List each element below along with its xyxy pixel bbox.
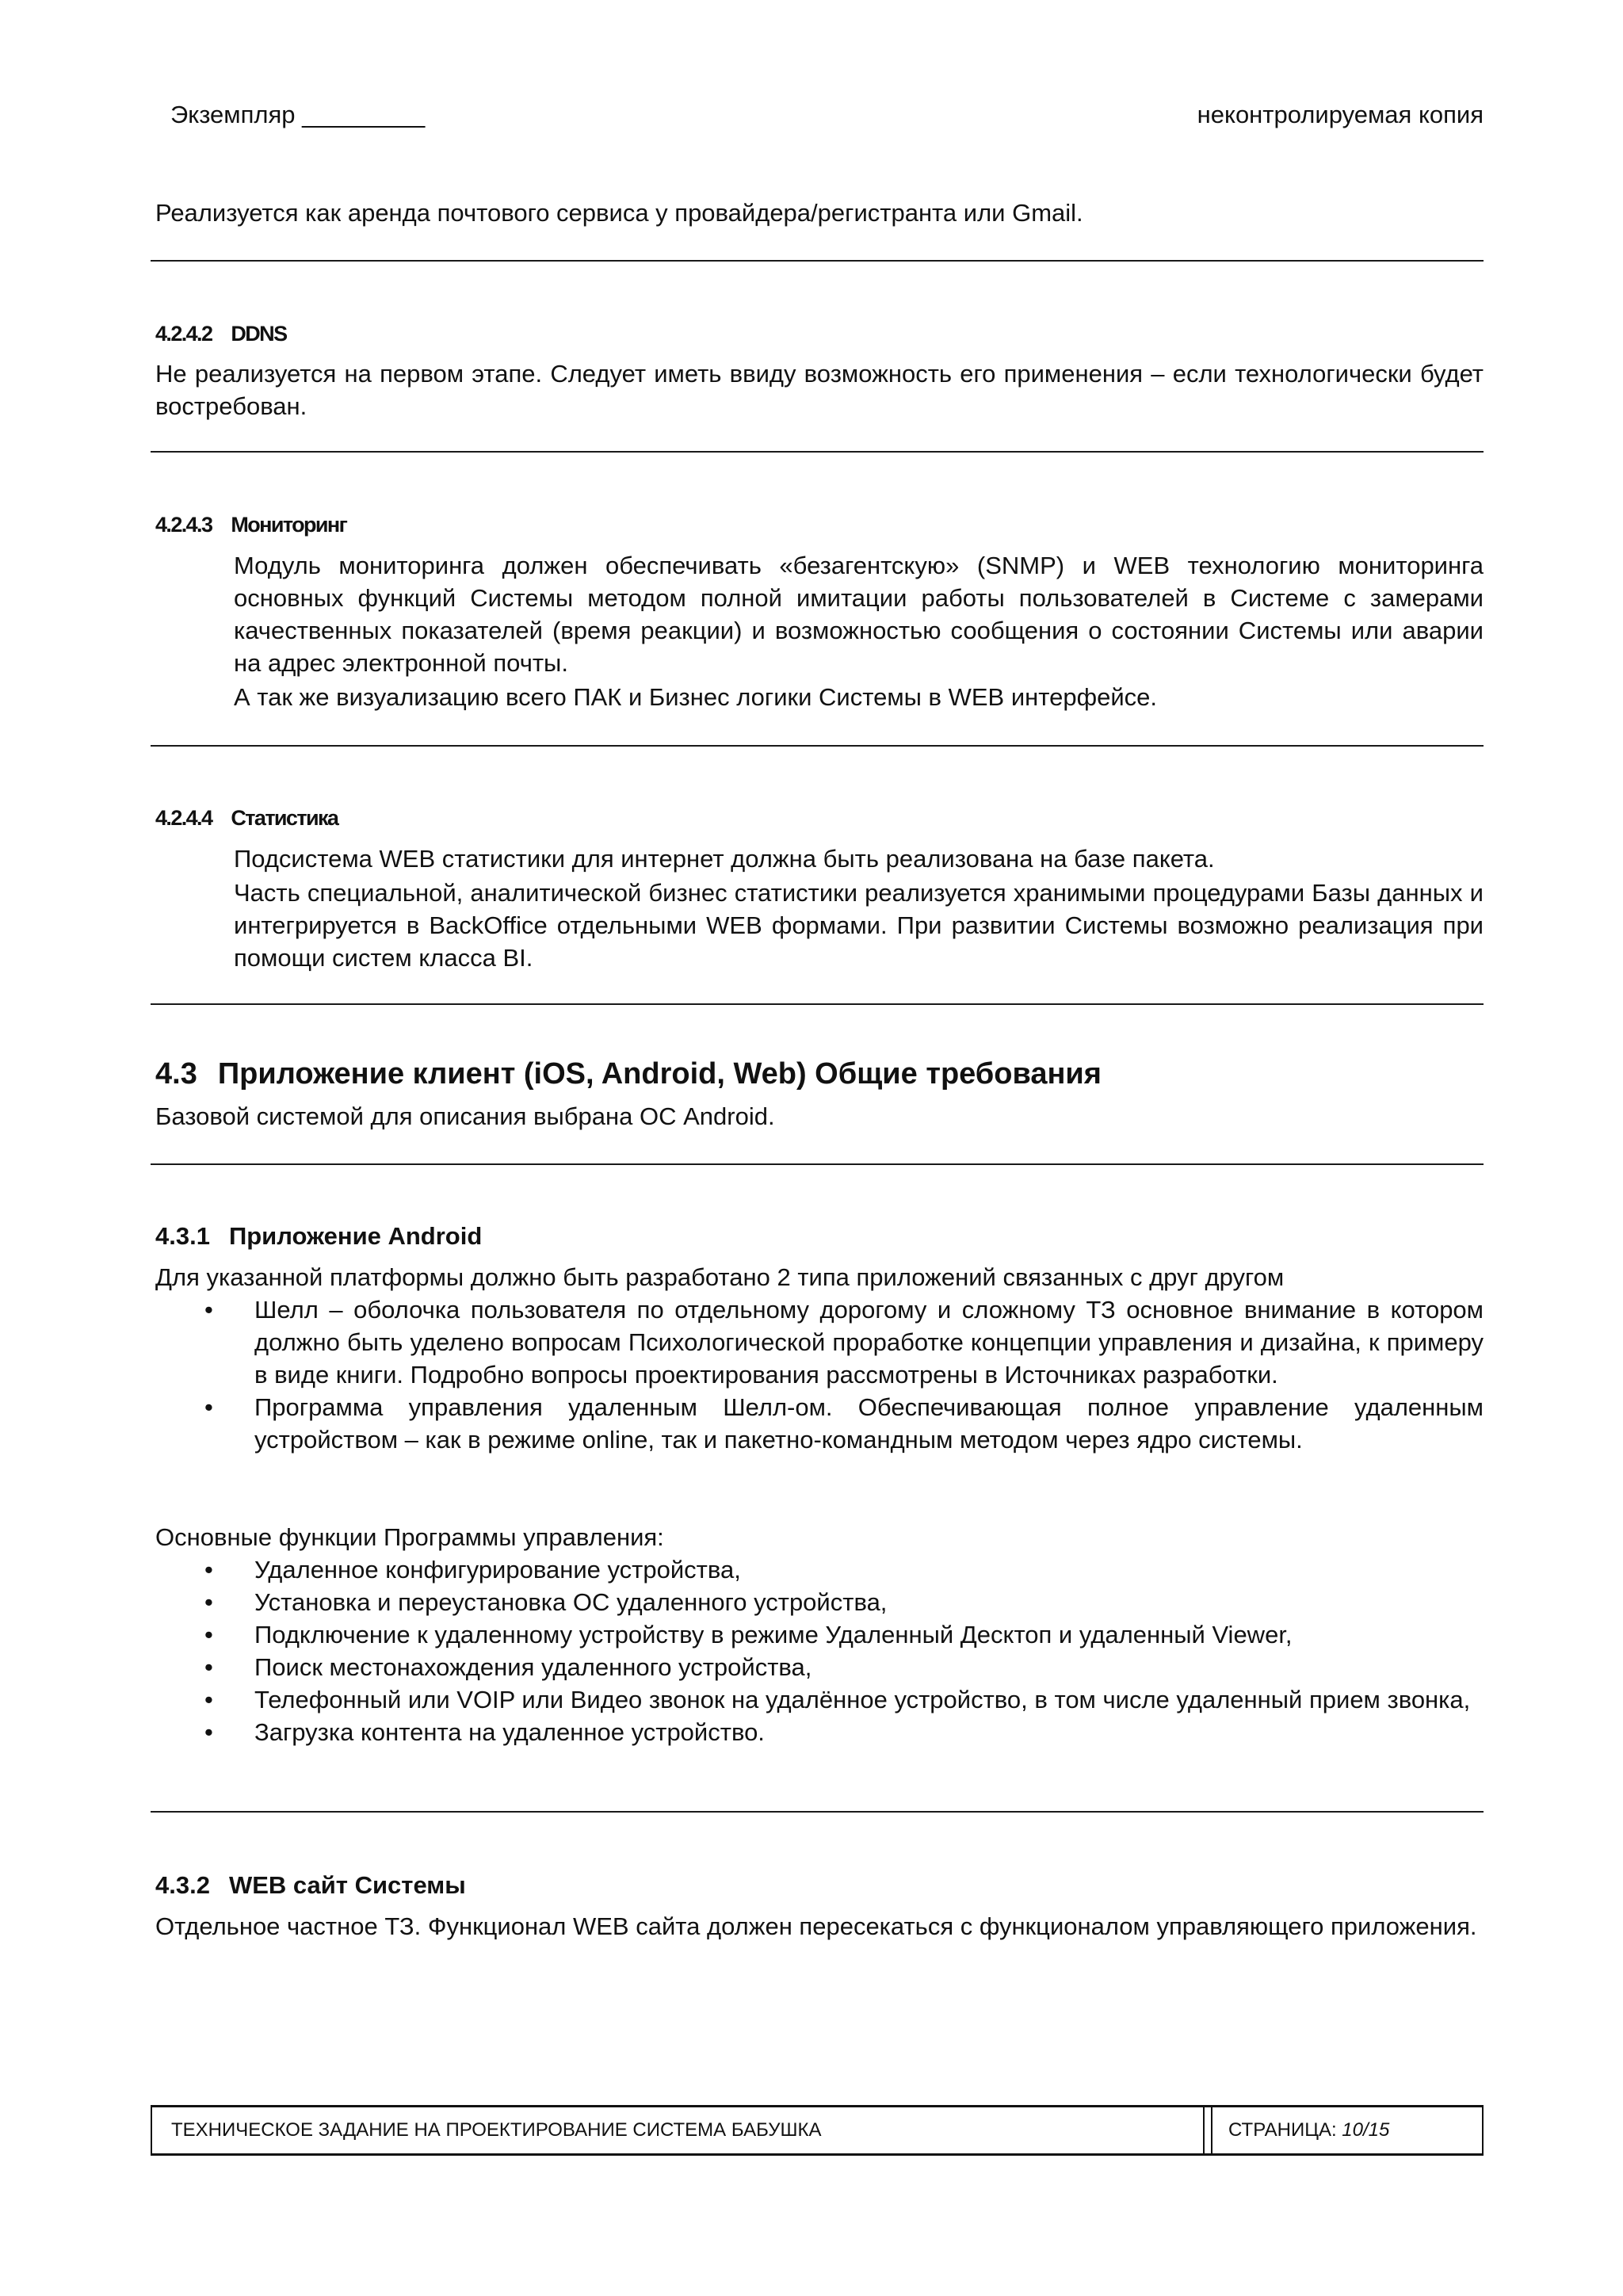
heading-43 (155, 1055, 1102, 1093)
paragraph-statistics-2: Часть специальной, аналитической бизнес статистики реализуется хранимыми процедурами Базы данных и интегрируется в BackOffice отдельными WEB формами. При развитии Системы возможно реализация при помощи систем класса BI. (234, 879, 1484, 972)
heading-title: Приложение Android (228, 1222, 483, 1250)
section-divider (151, 1003, 1484, 1005)
footer-page-label: СТРАНИЦА: (1228, 2119, 1337, 2141)
section-divider (151, 745, 1484, 747)
list-item-text: Поиск местонахождения удаленного устройства, (254, 1653, 812, 1681)
paragraph-web-site: Отдельное частное ТЗ. Функционал WEB сайта должен пересекаться с функционалом управляющего приложения. (155, 1912, 1477, 1940)
list-item (151, 1391, 1484, 1456)
section-divider (151, 1811, 1484, 1813)
heading-number: 4.2.4.4 (155, 806, 212, 830)
heading-4243 (155, 511, 346, 538)
paragraph-monitoring-1: Модуль мониторинга должен обеспечивать «безагентскую» (SNMP) и WEB технологию мониторинга основных функций Системы методом полной имитации работы пользователей в Системе с замерами качественных показателей (время реакции) и возможностью сообщения о состоянии Системы или аварии на адрес электронной почты. (234, 552, 1484, 677)
heading-432 (155, 1870, 466, 1901)
bullet-mark: • (204, 1621, 213, 1648)
heading-title: Мониторинг (231, 513, 347, 537)
list-item-text: Шелл – оболочка пользователя по отдельному дорогому и сложному ТЗ основное внимание в котором должно быть уделено вопросам Психологической проработке концепции управления и дизайна, к примеру в виде книги. Подробно вопросы проектирования рассмотрены в Источниках разработки. (254, 1296, 1484, 1389)
heading-number: 4.3 (155, 1057, 197, 1091)
list-item-text: Установка и переустановка ОС удаленного устройства, (254, 1588, 888, 1616)
bullet-mark: • (204, 1556, 213, 1584)
heading-title: DDNS (231, 322, 287, 346)
list-item (151, 1553, 1484, 1586)
list-item-text: Программа управления удаленным Шелл-ом. Обеспечивающая полное управление удаленным устройством – как в режиме online, так и пакетно-командным методом через ядро системы. (254, 1393, 1484, 1454)
section-divider (151, 451, 1484, 453)
heading-4242 (155, 320, 286, 347)
paragraph-base-system: Базовой системой для описания выбрана ОС Android. (155, 1102, 775, 1130)
app-types-list (151, 1293, 1484, 1456)
bullet-mark: • (204, 1588, 213, 1616)
bullet-mark: • (204, 1686, 213, 1713)
heading-title: Статистика (231, 806, 338, 830)
paragraph-statistics-1: Подсистема WEB статистики для интернет должна быть реализована на базе пакета. (234, 845, 1215, 873)
heading-title: WEB сайт Системы (228, 1871, 466, 1899)
list-item-text: Подключение к удаленному устройству в режиме Удаленный Десктоп и удаленный Viewer, (254, 1621, 1293, 1648)
section-divider (151, 260, 1484, 262)
list-item-text: Телефонный или VOIP или Видео звонок на удалённое устройство, в том числе удаленный прием звонка, (254, 1686, 1471, 1713)
footer-page-cell (1211, 2107, 1484, 2153)
heading-number: 4.2.4.2 (155, 322, 212, 346)
control-note: неконтролируемая копия (1197, 101, 1484, 128)
footer-page-number: 10/15 (1342, 2119, 1390, 2141)
list-item (151, 1651, 1484, 1683)
list-item (151, 1716, 1484, 1748)
bullet-mark: • (204, 1296, 213, 1324)
list-item-text: Удаленное конфигурирование устройства, (254, 1556, 741, 1584)
heading-number: 4.3.1 (155, 1222, 210, 1250)
heading-431 (155, 1221, 482, 1252)
heading-title: Приложение клиент (iOS, Android, Web) Общие требования (217, 1057, 1102, 1091)
paragraph-monitoring-2: А так же визуализацию всего ПАК и Бизнес логики Системы в WEB интерфейсе. (234, 683, 1158, 711)
bullet-mark: • (204, 1653, 213, 1681)
heading-4244 (155, 804, 338, 831)
footer-doc-title: ТЕХНИЧЕСКОЕ ЗАДАНИЕ НА ПРОЕКТИРОВАНИЕ СИСТЕМА БАБУШКА (151, 2107, 1205, 2153)
intro-paragraph: Реализуется как аренда почтового сервиса у провайдера/регистранта или Gmail. (155, 199, 1083, 227)
page-footer (151, 2105, 1484, 2156)
list-item (151, 1586, 1484, 1618)
paragraph-platform-lead: Для указанной платформы должно быть разработано 2 типа приложений связанных с друг другом (155, 1263, 1285, 1291)
heading-number: 4.2.4.3 (155, 513, 212, 537)
copy-label: Экземпляр _________ (170, 101, 426, 128)
bullet-mark: • (204, 1393, 213, 1421)
section-divider (151, 1163, 1484, 1165)
paragraph-ddns: Не реализуется на первом этапе. Следует иметь ввиду возможность его применения – если технологически будет востребован. (155, 360, 1484, 420)
heading-number: 4.3.2 (155, 1871, 210, 1899)
paragraph-functions-lead: Основные функции Программы управления: (155, 1523, 664, 1551)
list-item (151, 1618, 1484, 1651)
list-item (151, 1683, 1484, 1716)
list-item-text: Загрузка контента на удаленное устройство. (254, 1718, 765, 1746)
functions-list (151, 1553, 1484, 1748)
bullet-mark: • (204, 1718, 213, 1746)
list-item (151, 1293, 1484, 1391)
